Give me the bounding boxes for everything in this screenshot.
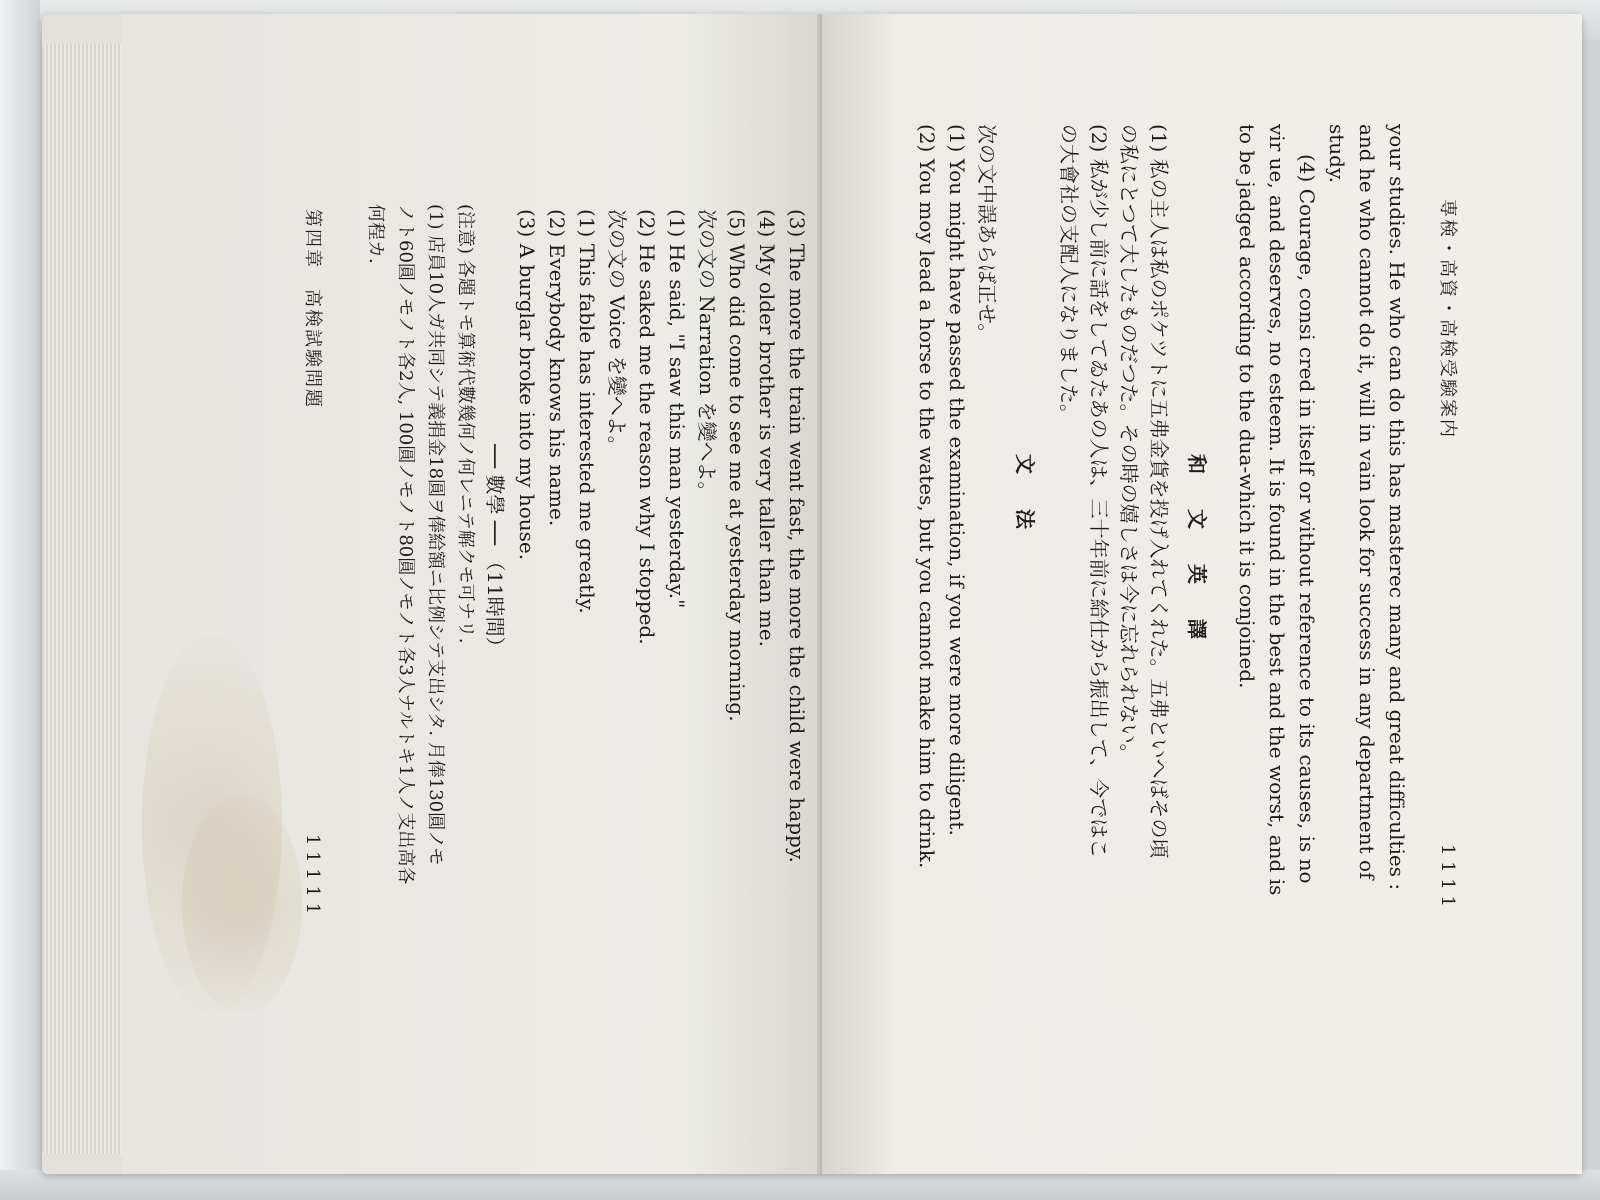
text-line: (4) My older brother is very taller than me. (755, 209, 779, 648)
text-line: study. (1325, 124, 1349, 183)
left-page-body (512, 209, 812, 863)
text-line: (2) Everybody knows his name. (545, 209, 569, 527)
text-line: (2) He saked me the reason why I stopped. (635, 209, 659, 645)
text-line: (4) Courage, consi cred in itself or without reference to its causes, is no (1295, 154, 1319, 884)
left-page (122, 14, 822, 1174)
page-edges (42, 44, 122, 1154)
stain (182, 794, 302, 1014)
translation-block (1054, 124, 1174, 859)
open-book (42, 14, 1582, 1174)
subject-heading (480, 444, 510, 657)
page-number: 1 1 1 1 1 (302, 834, 323, 915)
text-line: to be jadged according to the dua-which it is conjoined. (1235, 124, 1259, 689)
section-heading (1182, 454, 1212, 653)
text-line: (2) 私が少し前に話をしてゐたあの人は、三十年前に給仕から振出して、今ではこ (1087, 124, 1111, 859)
text-line: (3) A burglar broke into my house. (515, 209, 539, 561)
text-line: 次の文の Narration を變へよ。 (695, 209, 719, 502)
text-line: の大會社の支配人になりました。 (1057, 124, 1081, 424)
page-number: 1 1 1 1 (1437, 844, 1458, 907)
text-line: (2) You moy lead a horse to the wates, but you cannot make him to drink. (915, 124, 939, 869)
text-line: ノト60圓ノモノト各2人, 100圓ノモノト80圓ノモノト各3人ナルトキ1人ノ支出高各 (395, 204, 416, 885)
chapter-footer (297, 209, 327, 409)
section-heading (1010, 454, 1040, 543)
left-page-number (297, 834, 327, 914)
text-line: 次の文の Voice を變へよ。 (605, 209, 629, 456)
passage-block (1232, 124, 1412, 895)
text-line: (1) 店員10人ガ共同シテ義捐金18圓ヲ俸給額ニ比例シテ支出シタ. 月俸130圓ノモ (425, 204, 446, 866)
text-line: の私にとつて大したものだつた。その時の嬉しさは今に忘れられない。 (1117, 124, 1141, 764)
grammar-block (912, 124, 1002, 868)
text-line: and he who cannot do it, will in vain look for success in any department of (1355, 124, 1379, 880)
running-head-text: 専検・高資・高検受験案内 (1437, 199, 1458, 439)
text-line: 次の文中誤あらば正せ。 (975, 124, 999, 344)
text-line: (注意) 各題トモ算術代數幾何ノ何レニテ解クモ可ナリ. (455, 204, 476, 644)
right-page (822, 14, 1582, 1174)
text-line: (1) He said, "I saw this man yesterday." (665, 209, 689, 609)
text-line: 何程カ. (365, 204, 386, 264)
text-line: vir ue, and deserves, no esteem. It is found in the best and the worst, and is (1265, 124, 1289, 896)
text-line: (3) The more the train went fast, the more the child were happy. (785, 209, 809, 863)
running-head (1432, 199, 1462, 439)
text-line: (5) Who did come to see me at yesterday morning. (725, 209, 749, 722)
text-line: (1) This fable has interested me greatly. (575, 209, 599, 614)
chapter-title: 第四章 高検試験問題 (302, 209, 323, 409)
glass-edge (0, 0, 40, 1200)
glass-edge-bottom (0, 1170, 1600, 1200)
text-line: (1) You might have passed the examination, if you were more diligent. (945, 124, 969, 836)
right-page-number (1432, 844, 1462, 907)
text-line: (1) 私の主人は私のポケツトに五弗金貨を投げ入れてくれた。五弗といへばその頃 (1147, 124, 1171, 859)
heading-japanese-to-english: 和 文 英 譯 (1185, 454, 1209, 653)
notes-block (360, 204, 480, 884)
heading-grammar: 文 法 (1013, 454, 1037, 543)
text-line: your studies. He who can do this has masterec many and great difficulties : (1385, 124, 1409, 891)
math-heading: ── 數學 ── （11時間） (483, 444, 507, 657)
